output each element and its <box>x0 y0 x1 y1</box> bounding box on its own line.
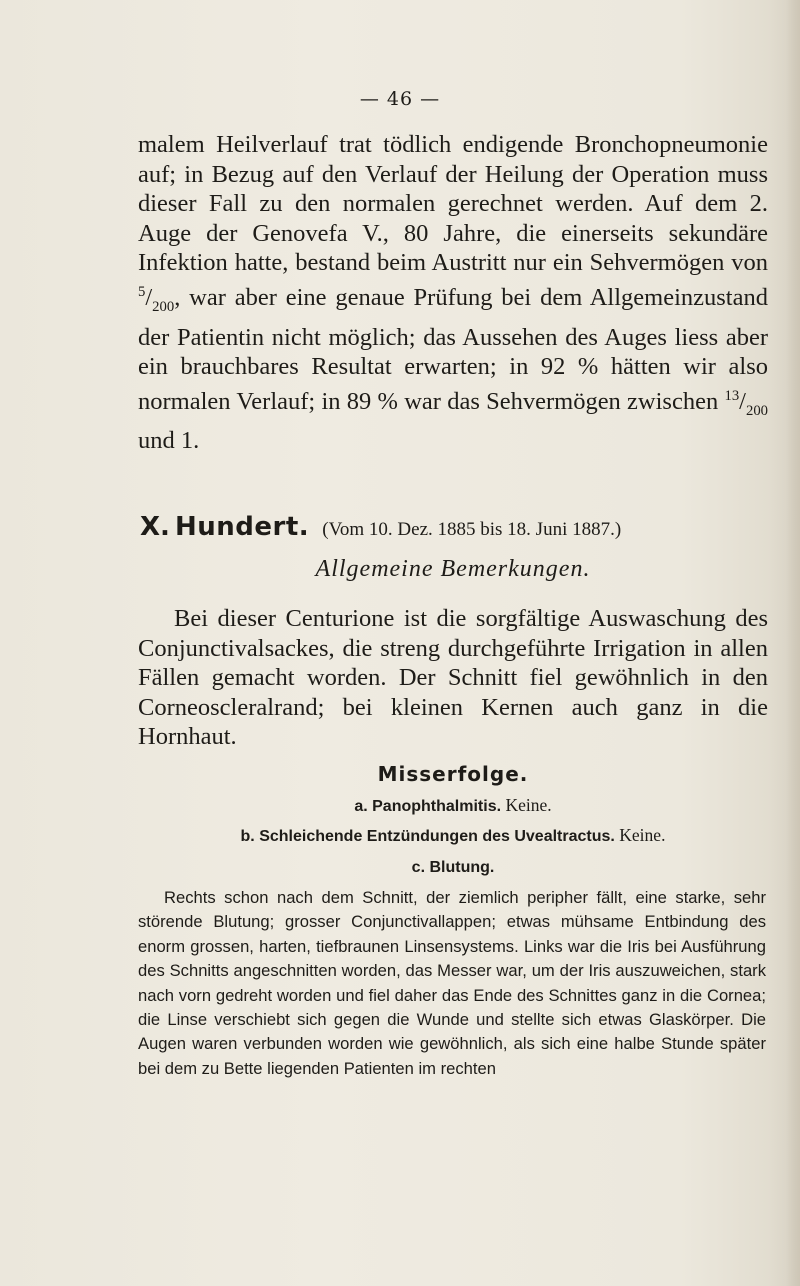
fraction-denominator: 200 <box>152 299 175 316</box>
section-heading <box>140 512 770 542</box>
subheading-label: a. Panophthalmitis. <box>354 798 502 815</box>
fraction-denominator: 200 <box>745 402 768 419</box>
failures-heading: Misserfolge. <box>377 762 529 786</box>
paragraph-case-report <box>138 130 768 456</box>
text-run: , war aber eine genaue Prüfung bei dem Allgemeinzustand der Patientin nicht möglich; das Aussehen des Auges liess aber ein brauchbares Resultat erwarten; in 92 <box>138 284 768 381</box>
fraction-visual-acuity-1: $^5/_{200}$ <box>138 283 175 316</box>
subheading-value: Keine. <box>619 825 666 845</box>
fraction-numerator: 5 <box>138 283 146 300</box>
percent-sign: % <box>377 387 398 415</box>
subheading-uveal-inflammation <box>138 825 768 846</box>
page-edge-shadow <box>786 0 800 1286</box>
page-number: — 46 — <box>359 88 441 110</box>
section-subtitle: Allgemeine Bemerkungen. <box>315 556 591 582</box>
section-number: X. <box>140 512 170 542</box>
text-run: war das Sehvermögen zwischen <box>397 387 725 415</box>
subheading-bleeding <box>138 859 768 877</box>
fraction-numerator: 13 <box>724 387 740 404</box>
text-run: hätten wir also normalen Verlauf; in 89 <box>138 353 768 415</box>
paragraph-bleeding-report: Rechts schon nach dem Schnitt, der ziemlich peripher fällt, eine starke, sehr störende Blutung; grosser Conjunctivallappen; etwas mühsame Entbindung des enorm grossen, harten, tiefbraunen Linsensystems. Links war die Iris bei Ausführung des Schnitts angeschnitten worden, das Messer war, um der Iris auszuweichen, stark nach vorn gedreht worden und fiel daher das Ende des Schnittes ganz in die Cornea; die Linse verschiebt sich gegen die Wunde und stellte sich etwas Glaskörper. Die Augen waren verbunden worden wie gewöhnlich, als sich eine halbe Stunde später bei dem zu Bette liegenden Patienten im rechten <box>138 888 766 1078</box>
percent-sign: % <box>577 353 599 381</box>
subheading-label: b. Schleichende Entzündungen des Uvealtractus. <box>240 828 615 845</box>
section-name: Hundert. <box>175 512 310 542</box>
section-dates: (Vom 10. Dez. 1885 bis 18. Juni 1887.) <box>322 519 622 540</box>
subheading-value: Keine. <box>505 795 552 815</box>
subheading-panophthalmitis <box>138 795 768 816</box>
text-run: malem Heilverlauf trat tödlich endigende Bronchopneumonie auf; in Bezug auf den Verlauf der Heilung der Operation muss dieser Fall zu den normalen gerechnet werden. Auf dem 2. Auge der Genovefa V., 80 Jahre, die einerseits sekundäre Infektion hatte, bestand beim Austritt nur ein Sehvermögen von <box>138 131 768 277</box>
subheading-label: c. Blutung. <box>411 859 495 876</box>
fraction-visual-acuity-2: $^{13}/_{200}$ <box>724 387 768 419</box>
text-run: und 1. <box>138 427 200 455</box>
paragraph-general-remarks: Bei dieser Centurione ist die sorgfältige Auswaschung des Conjunctivalsackes, die streng durchgeführte Irrigation in allen Fällen gemacht worden. Der Schnitt fiel gewöhnlich in den Corneoscleralrand; bei kleinen Kernen auch ganz in die Hornhaut. <box>138 605 768 751</box>
